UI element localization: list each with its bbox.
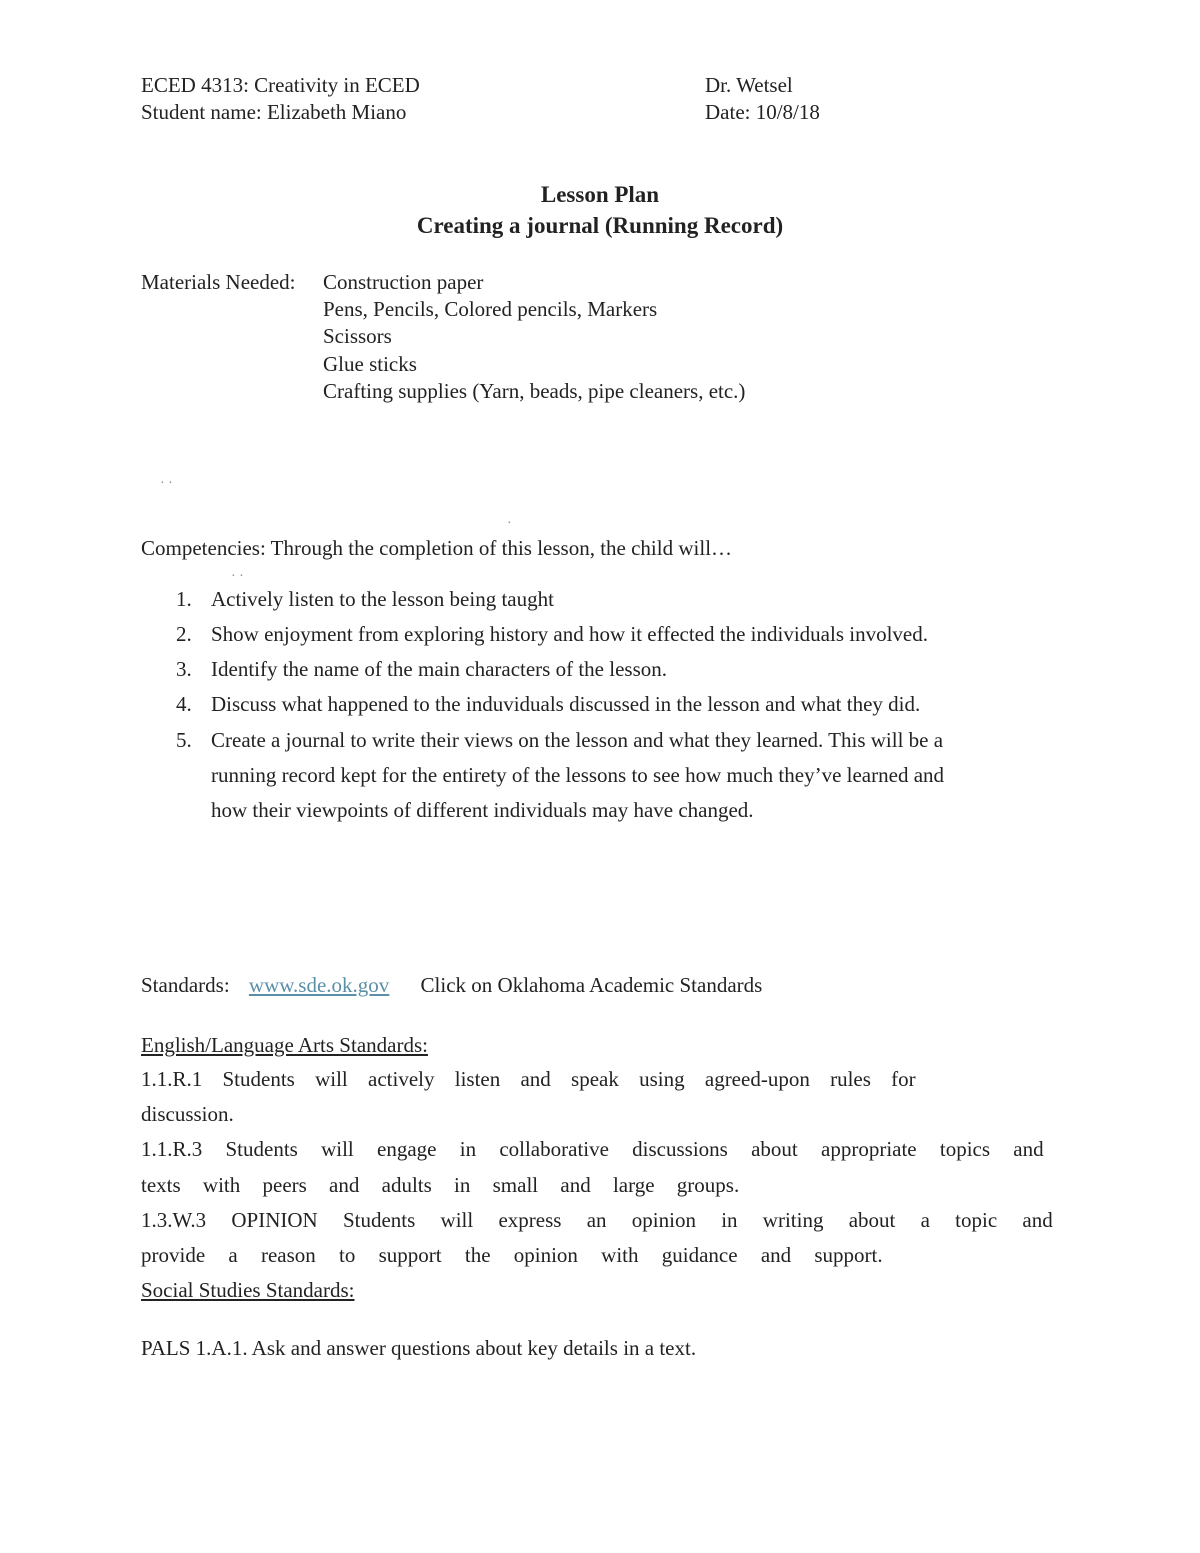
- competency-number: 5.: [176, 728, 192, 752]
- ela-standards-heading: English/Language Arts Standards:: [141, 1033, 428, 1057]
- lesson-plan-subtitle: Creating a journal (Running Record): [416, 213, 784, 238]
- material-item: Scissors: [323, 324, 392, 348]
- stray-mark: ·: [507, 516, 512, 531]
- ela-standard-line: texts with peers and adults in small and large groups.: [141, 1173, 740, 1197]
- ela-standard-line: provide a reason to support the opinion with guidance and support.: [141, 1243, 883, 1267]
- pals-standard: PALS 1.A.1. Ask and answer questions about key details in a text.: [141, 1336, 697, 1360]
- ela-standard-line: 1.1.R.1 Students will actively listen and speak using agreed-upon rules for: [141, 1067, 916, 1091]
- ela-standard-line: discussion.: [141, 1102, 234, 1126]
- material-item: Pens, Pencils, Colored pencils, Markers: [323, 297, 658, 321]
- social-studies-heading: Social Studies Standards:: [141, 1278, 355, 1302]
- competency-text-continued: how their viewpoints of different individuals may have changed.: [211, 798, 754, 822]
- ela-standard-line: 1.3.W.3 OPINION Students will express an opinion in writing about a topic and: [141, 1208, 1053, 1232]
- ela-standard-line: 1.1.R.3 Students will engage in collaborative discussions about appropriate topics and: [141, 1137, 1044, 1161]
- instructor-name: Dr. Wetsel: [705, 73, 793, 97]
- competency-item: [176, 657, 667, 682]
- material-item: Crafting supplies (Yarn, beads, pipe cleaners, etc.): [323, 379, 746, 403]
- competency-text: Actively listen to the lesson being taught: [211, 587, 554, 611]
- materials-label: Materials Needed:: [141, 270, 296, 294]
- competency-number: 1.: [176, 587, 192, 611]
- stray-mark: · ·: [160, 476, 173, 491]
- competency-item: [176, 728, 943, 753]
- date: Date: 10/8/18: [705, 100, 820, 124]
- competencies-intro: Competencies: Through the completion of this lesson, the child will…: [141, 536, 733, 560]
- standards-label: Standards:: [141, 973, 230, 997]
- competency-text: Create a journal to write their views on the lesson and what they learned. This will be a: [211, 728, 944, 752]
- material-item: Glue sticks: [323, 352, 417, 376]
- material-item: Construction paper: [323, 270, 484, 294]
- lesson-plan-title: Lesson Plan: [540, 182, 660, 207]
- stray-mark: · ·: [231, 569, 244, 584]
- competency-text: Show enjoyment from exploring history and how it effected the individuals involved.: [211, 622, 928, 646]
- student-name: Student name: Elizabeth Miano: [141, 100, 407, 124]
- competency-text: Discuss what happened to the induviduals discussed in the lesson and what they did.: [211, 692, 921, 716]
- standards-line: [141, 973, 762, 998]
- competency-number: 2.: [176, 622, 192, 646]
- competency-item: [176, 622, 928, 647]
- standards-link[interactable]: www.sde.ok.gov: [248, 973, 390, 997]
- competency-item: [176, 587, 554, 612]
- standards-instruction: Click on Oklahoma Academic Standards: [420, 973, 763, 997]
- competency-number: 4.: [176, 692, 192, 716]
- competency-item: [176, 692, 920, 717]
- competency-text: Identify the name of the main characters of the lesson.: [211, 657, 667, 681]
- competency-text-continued: running record kept for the entirety of the lessons to see how much they’ve learned and: [211, 763, 945, 787]
- course-title: ECED 4313: Creativity in ECED: [141, 73, 420, 97]
- competency-number: 3.: [176, 657, 192, 681]
